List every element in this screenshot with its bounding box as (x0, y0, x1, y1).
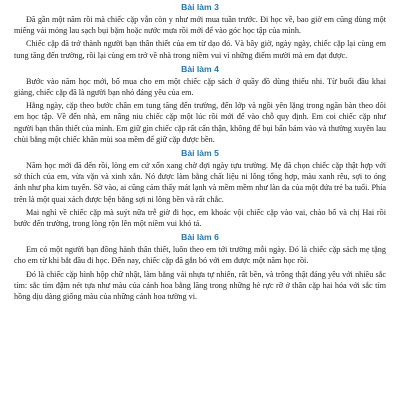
section-title: Bài làm 3 (181, 2, 219, 12)
paragraph: Hằng ngày, cặp theo bước chân em tung tăng đến trường, đến lớp và ngồi yên lặng trong ngăn bàn theo dõi em học tập. Về đến nhà, em nâng niu chiếc cặp một lúc rồi mới để vào chỗ quy định. Em coi chiếc cặp như người bạn thân thiết của mình. Em giữ gìn chiếc cặp rất cẩn thận, không để bụi bẩn bám vào và thường xuyên lau chùi bằng một chiếc khăn mùi soa mềm để giữ cặp được bền. (14, 101, 386, 144)
paragraph: Đó là chiếc cặp hình hộp chữ nhật, làm bằng vải nhựa tự nhiên, rất bền, và trông thật đáng yêu với nhiều sắc tím: sắc tím đậm nét tựa như màu của cánh hoa bằng lăng trong những hè rực rỡ ở thân cặp hai hóa với sắc tím hồng dịu dàng giống màu của những cánh hoa tường vi. (14, 269, 386, 302)
section-title: Bài làm 6 (181, 232, 219, 243)
section-title: Bài làm 4 (181, 63, 219, 74)
section-bai-lam-6 (14, 232, 386, 302)
paragraph: Bước vào năm học mới, bố mua cho em một chiếc cặp sách ở quầy đồ dùng thiếu nhi. Từ buổi đầu khai giảng, chiếc cặp đã là người bạn nhỏ đáng yêu của em. (14, 76, 386, 98)
paragraph: Em có một người bạn đồng hành thân thiết, luôn theo em tới trường mỗi ngày. Đó là chiếc cặp sách mẹ tặng cho em từ khi bắt đầu đi học. Đến nay, chiếc cặp đã gắn bó với em được một năm học rồi. (14, 245, 386, 266)
paragraph: Chiếc cặp đã trở thành người bạn thân thiết của em từ dạo đó. Và bây giờ, ngày ngày, chiếc cặp lại cùng em tung tăng đến trường, rồi lại cùng em trở về nhà trong niềm vui vì những điểm mười mà em đạt được. (14, 39, 386, 60)
paragraph: Đã gần một năm rồi mà chiếc cặp vẫn còn y như mới mua tuần trước. Đi học về, bao giờ em cũng dùng một miếng vải mỏng lau sạch bụi bặm hoặc nước mưa rồi mới để vào góc học tập của mình. (14, 15, 386, 36)
section-title: Bài làm 5 (181, 148, 219, 159)
paragraph: Mai nghỉ về chiếc cặp mà suýt nữa trễ giờ đi học, em khoác vội chiếc cặp vào vai, chào bố và chị Hai rồi bước đến trường, trong lòng rộn lên một niềm vui khó tả. (14, 207, 386, 229)
section-bai-lam-3 (14, 2, 386, 61)
section-bai-lam-4 (14, 64, 386, 145)
paragraph: Năm học mới đã đến rồi, lòng em cứ xốn xang chờ đợi ngày tựu trường. Mẹ đã chọn chiếc cặp thật hợp với sở thích của em, vừa vặn và xinh xắn. Nó được làm bằng chất liệu ni lông tổng hợp, màu xanh rêu, sợi to óng ánh như pha kim tuyến. Sờ vào, ai cũng cảm thấy mát lạnh và mềm mềm như làn da của một đứa trẻ ba tuổi. Phía trên là một quai xách được bện bằng sợi ni lông bền và rất chắc. (14, 161, 386, 204)
section-bai-lam-5 (14, 148, 386, 229)
